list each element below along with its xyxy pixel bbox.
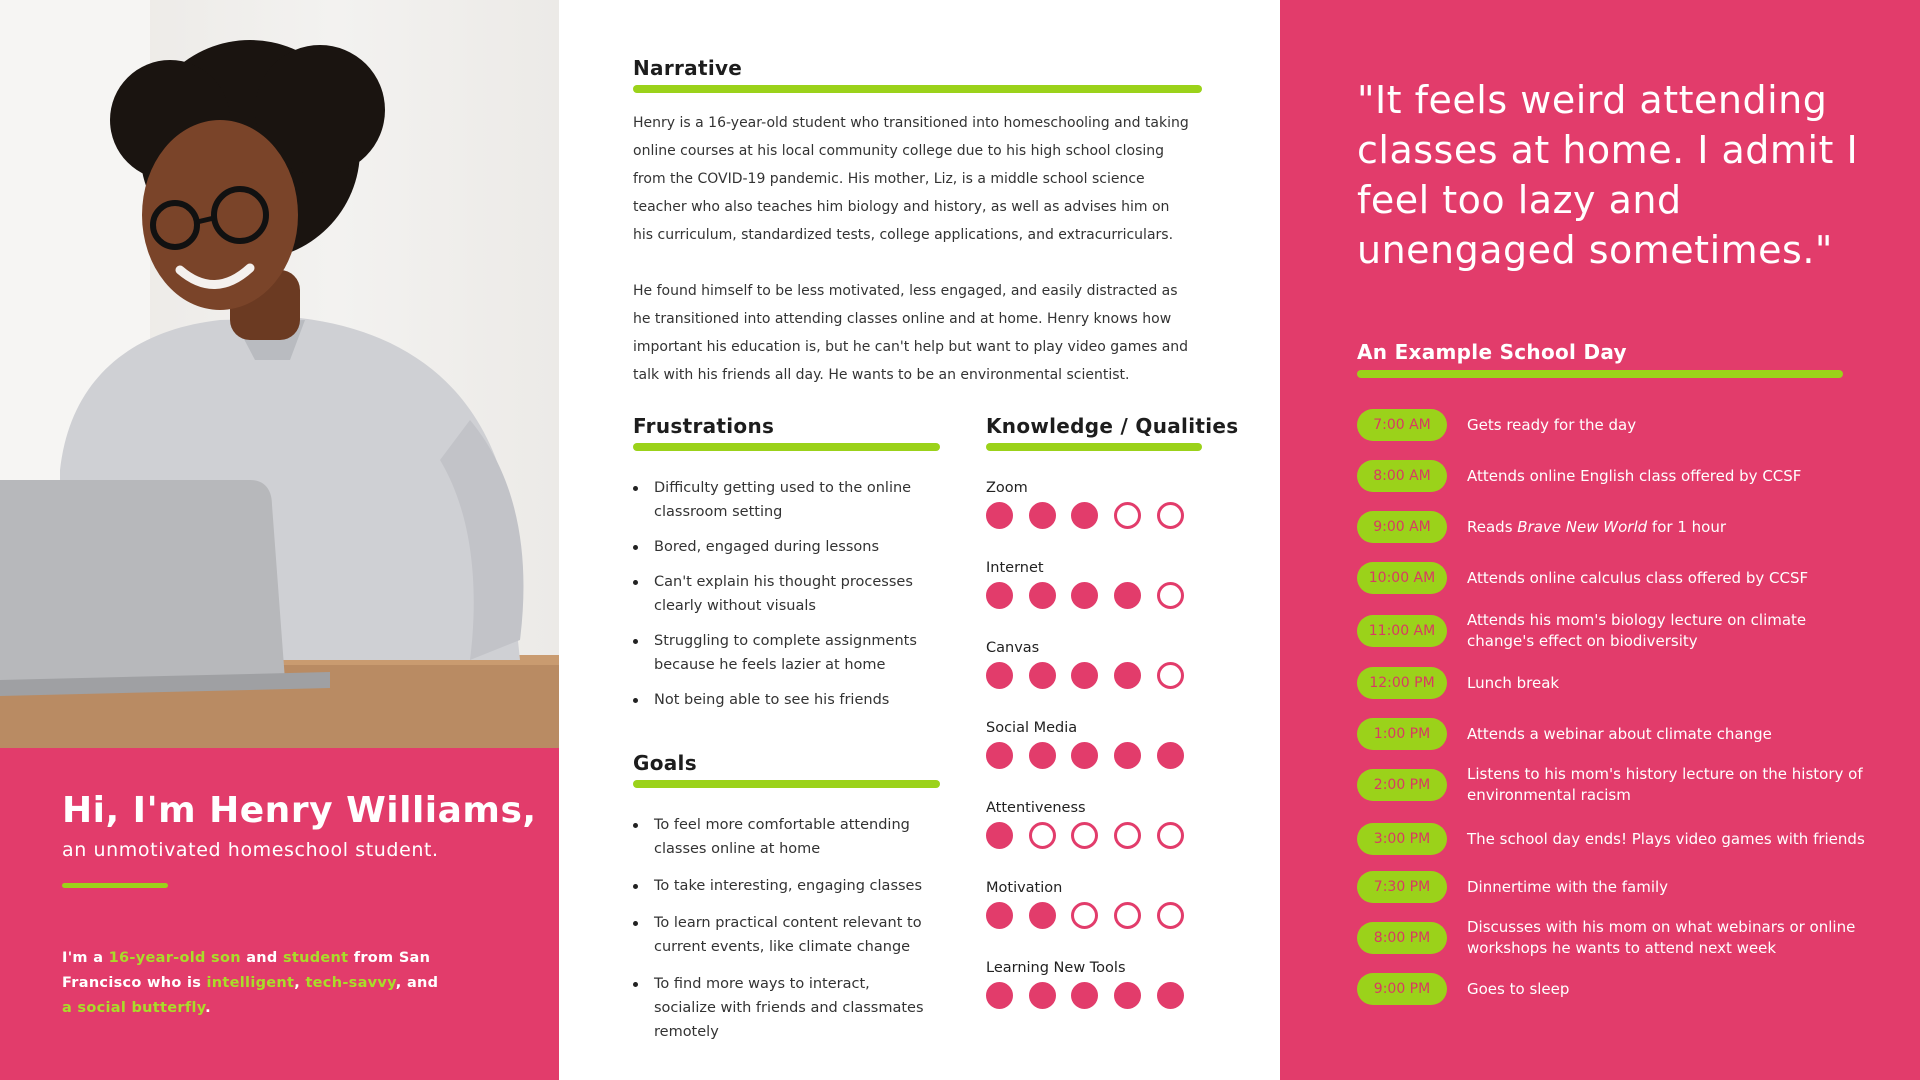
knowledge-divider <box>986 443 1202 451</box>
rating-dot-filled <box>1157 982 1184 1009</box>
frustrations-list <box>633 476 933 723</box>
rating-dot-filled <box>1071 582 1098 609</box>
list-item: Can't explain his thought processes clearly without visuals <box>633 570 933 618</box>
goals-divider <box>633 780 940 788</box>
bio-highlight: 16-year-old son <box>108 950 241 966</box>
bio-text: , <box>294 975 306 991</box>
skill-label: Canvas <box>986 640 1040 656</box>
time-badge: 7:00 AM <box>1357 409 1447 441</box>
schedule-row <box>1357 409 1877 443</box>
rating-dot-empty <box>1071 822 1098 849</box>
rating-dots <box>986 502 1206 529</box>
time-badge: 11:00 AM <box>1357 615 1447 647</box>
schedule-event: Attends online English class offered by CCSF <box>1467 466 1802 485</box>
rating-dots <box>986 982 1206 1009</box>
frustrations-divider <box>633 443 940 451</box>
profile-subtitle: an unmotivated homeschool student. <box>62 839 439 861</box>
narrative-title: Narrative <box>633 56 743 80</box>
rating-dot-filled <box>986 902 1013 929</box>
rating-dots <box>986 902 1206 929</box>
knowledge-title: Knowledge / Qualities <box>986 414 1239 438</box>
schedule-row <box>1357 973 1877 1007</box>
rating-dot-filled <box>986 662 1013 689</box>
skill-rating <box>986 560 1206 609</box>
frustrations-title: Frustrations <box>633 414 775 438</box>
rating-dot-empty <box>1157 902 1184 929</box>
bio-highlight: a social butterfly <box>62 1000 206 1016</box>
bio-text: , and <box>395 975 439 991</box>
rating-dots <box>986 822 1206 849</box>
rating-dot-filled <box>1029 662 1056 689</box>
rating-dot-filled <box>1114 742 1141 769</box>
schedule-event: Attends a webinar about climate change <box>1467 724 1772 743</box>
rating-dot-filled <box>1071 742 1098 769</box>
skill-rating <box>986 720 1206 769</box>
book-title: Brave New World <box>1517 517 1648 536</box>
narrative-paragraph-1: Henry is a 16-year-old student who transitioned into homeschooling and taking online courses at his local community college due to his high school closing from the COVID-19 pandemic. His mother, Liz, is a middle school science teacher who also teaches him biology and history, as well as advises him on his curriculum, standardized tests, college applications, and extracurriculars. <box>633 115 1189 243</box>
skill-label: Social Media <box>986 720 1078 736</box>
rating-dot-filled <box>1029 582 1056 609</box>
skill-rating <box>986 640 1206 689</box>
list-item: Bored, engaged during lessons <box>633 535 933 559</box>
school-day-title: An Example School Day <box>1357 340 1627 364</box>
rating-dots <box>986 742 1206 769</box>
time-badge: 2:00 PM <box>1357 769 1447 801</box>
rating-dot-empty <box>1029 822 1056 849</box>
skill-label: Internet <box>986 560 1044 576</box>
intro-divider <box>62 883 168 888</box>
schedule-event: The school day ends! Plays video games with friends <box>1467 829 1865 848</box>
schedule-row <box>1357 562 1877 596</box>
bio-highlight: student <box>282 950 349 966</box>
rating-dot-empty <box>1114 902 1141 929</box>
rating-dot-filled <box>986 582 1013 609</box>
schedule-row <box>1357 611 1877 650</box>
rating-dot-filled <box>1114 582 1141 609</box>
list-item: Not being able to see his friends <box>633 688 933 712</box>
bio-highlight: intelligent <box>206 975 295 991</box>
rating-dot-filled <box>1157 742 1184 769</box>
schedule-event: Attends his mom's biology lecture on climate change's effect on biodiversity <box>1467 611 1807 650</box>
schedule-row <box>1357 667 1877 701</box>
school-day-divider <box>1357 370 1843 378</box>
rating-dot-empty <box>1157 502 1184 529</box>
list-item: To learn practical content relevant to current events, like climate change <box>633 911 933 959</box>
rating-dot-filled <box>1071 982 1098 1009</box>
rating-dot-empty <box>1157 822 1184 849</box>
schedule-event: Reads Brave New World for 1 hour <box>1467 517 1726 536</box>
time-badge: 7:30 PM <box>1357 871 1447 903</box>
skill-label: Attentiveness <box>986 800 1086 816</box>
schedule-row <box>1357 460 1877 494</box>
rating-dot-filled <box>1029 502 1056 529</box>
rating-dot-empty <box>1114 502 1141 529</box>
narrative-divider <box>633 85 1202 93</box>
bio-text: and <box>240 950 283 966</box>
rating-dot-empty <box>1157 582 1184 609</box>
goals-title: Goals <box>633 751 697 775</box>
schedule-event: Attends online calculus class offered by CCSF <box>1467 568 1809 587</box>
list-item: Struggling to complete assignments because he feels lazier at home <box>633 629 933 677</box>
schedule-event: Gets ready for the day <box>1467 415 1637 434</box>
rating-dot-filled <box>986 502 1013 529</box>
list-item: To feel more comfortable attending classes online at home <box>633 813 933 861</box>
schedule-event: Dinnertime with the family <box>1467 877 1669 896</box>
time-badge: 8:00 PM <box>1357 922 1447 954</box>
rating-dot-empty <box>1071 902 1098 929</box>
bio-highlight: tech-savvy <box>305 975 396 991</box>
student-illustration <box>0 0 559 748</box>
schedule-row <box>1357 823 1877 857</box>
rating-dot-filled <box>986 822 1013 849</box>
bio-text: I'm a <box>62 950 109 966</box>
schedule-event: Goes to sleep <box>1467 979 1570 998</box>
list-item: To find more ways to interact, socialize with friends and classmates remotely <box>633 972 933 1044</box>
list-item: Difficulty getting used to the online classroom setting <box>633 476 933 524</box>
rating-dot-filled <box>986 982 1013 1009</box>
bio-text: from San Francisco who is <box>62 950 431 991</box>
goals-list <box>633 813 933 1057</box>
time-badge: 12:00 PM <box>1357 667 1447 699</box>
rating-dot-filled <box>1029 742 1056 769</box>
skill-rating <box>986 880 1206 929</box>
skill-rating <box>986 480 1206 529</box>
schedule-row <box>1357 871 1877 905</box>
time-badge: 9:00 AM <box>1357 511 1447 543</box>
schedule-row <box>1357 765 1877 804</box>
rating-dots <box>986 582 1206 609</box>
rating-dot-filled <box>1071 502 1098 529</box>
narrative-paragraph-2: He found himself to be less motivated, less engaged, and easily distracted as he transitioned into attending classes online and at home. Henry knows how important his education is, but he can't help but want to play video games and talk with his friends all day. He wants to be an environmental scientist. <box>633 283 1189 383</box>
rating-dot-empty <box>1114 822 1141 849</box>
list-item: To take interesting, engaging classes <box>633 874 933 898</box>
schedule-event: Discusses with his mom on what webinars or online workshops he wants to attend next week <box>1467 918 1856 957</box>
profile-intro <box>62 790 537 1021</box>
rating-dot-filled <box>1029 902 1056 929</box>
schedule-event: Lunch break <box>1467 673 1560 692</box>
time-badge: 8:00 AM <box>1357 460 1447 492</box>
rating-dot-empty <box>1157 662 1184 689</box>
profile-greeting: Hi, I'm Henry Williams, <box>62 790 537 831</box>
rating-dot-filled <box>986 742 1013 769</box>
rating-dots <box>986 662 1206 689</box>
bio-text: . <box>205 1000 211 1016</box>
profile-photo <box>0 0 559 748</box>
skill-rating <box>986 960 1206 1009</box>
skill-label: Zoom <box>986 480 1028 496</box>
time-badge: 10:00 AM <box>1357 562 1447 594</box>
time-badge: 3:00 PM <box>1357 823 1447 855</box>
schedule-panel <box>1280 0 1920 1080</box>
rating-dot-filled <box>1114 662 1141 689</box>
time-badge: 9:00 PM <box>1357 973 1447 1005</box>
skill-label: Motivation <box>986 880 1063 896</box>
profile-panel <box>0 0 559 1080</box>
schedule-row <box>1357 718 1877 752</box>
time-badge: 1:00 PM <box>1357 718 1447 750</box>
schedule-row <box>1357 918 1877 957</box>
skill-label: Learning New Tools <box>986 960 1126 976</box>
rating-dot-filled <box>1114 982 1141 1009</box>
schedule-row <box>1357 511 1877 545</box>
skill-rating <box>986 800 1206 849</box>
rating-dot-filled <box>1029 982 1056 1009</box>
profile-bio <box>62 946 452 1021</box>
schedule-event: Listens to his mom's history lecture on the history of environmental racism <box>1467 765 1863 804</box>
rating-dot-filled <box>1071 662 1098 689</box>
persona-quote: "It feels weird attending classes at home. I admit I feel too lazy and unengaged sometimes." <box>1357 78 1859 272</box>
